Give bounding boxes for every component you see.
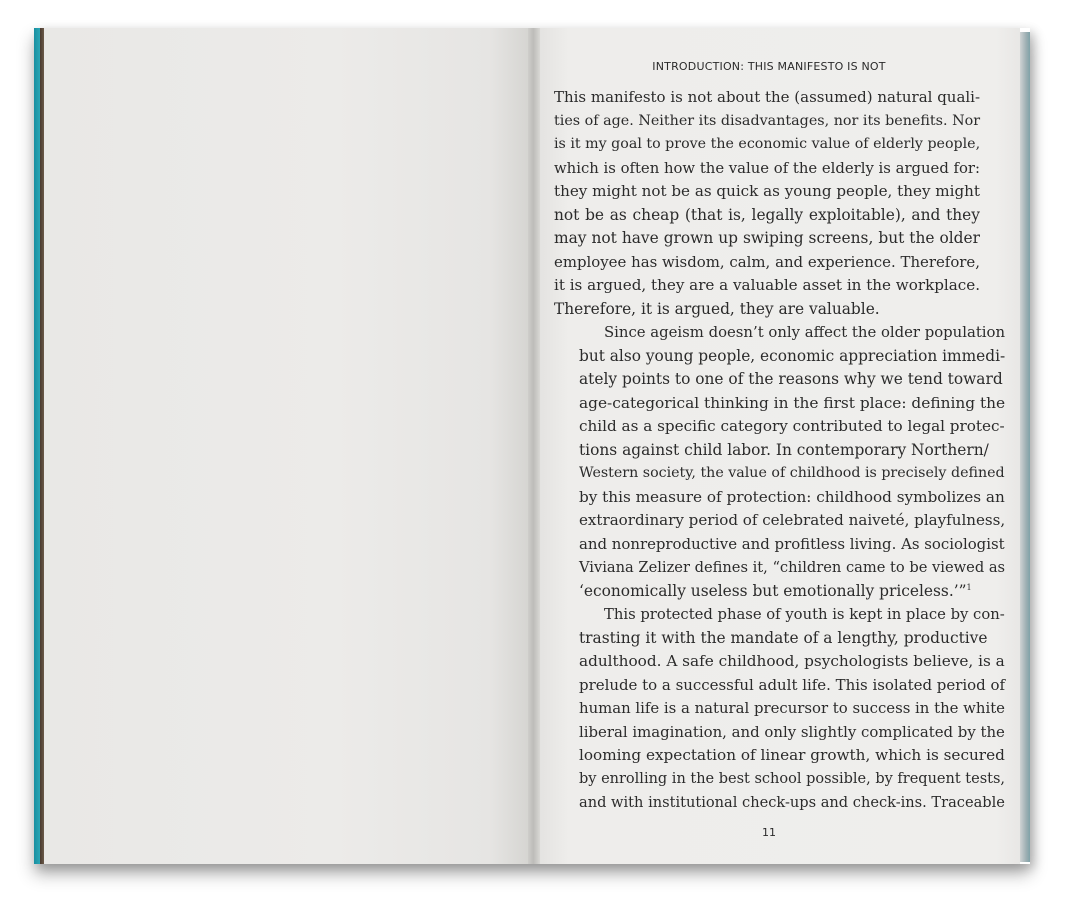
text-line: ately points to one of the reasons why we tend toward — [579, 370, 1003, 388]
text-line: which is often how the value of the elderly is argued for: — [554, 159, 980, 177]
text-line: This manifesto is not about the (assumed) natural quali- — [554, 88, 980, 106]
text-line: child as a specific category contributed to legal protec- — [579, 417, 1005, 435]
text-line: extraordinary period of celebrated naiveté, playfulness, — [579, 511, 1006, 529]
text-line: by this measure of protection: childhood symbolizes an — [579, 487, 1005, 506]
paragraph — [554, 603, 1006, 815]
text-line: This protected phase of youth is kept in place by con- — [604, 606, 1005, 623]
text-line: trasting it with the mandate of a lengthy, productive — [579, 628, 988, 647]
paragraph — [554, 321, 1006, 603]
text-line: Therefore, it is argued, they are valuable. — [554, 299, 880, 318]
text-line: employee has wisdom, calm, and experience. Therefore, — [554, 252, 980, 271]
running-head: INTRODUCTION: THIS MANIFESTO IS NOT — [652, 60, 886, 73]
text-line: liberal imagination, and only slightly complicated by the — [579, 722, 1005, 741]
text-line: may not have grown up swiping screens, but the older — [554, 229, 980, 247]
text-line: human life is a natural precursor to success in the white — [579, 699, 1005, 717]
text-line: it is argued, they are a valuable asset in the workplace. — [554, 276, 980, 294]
text-line: Since ageism doesn’t only affect the older population — [604, 323, 1006, 341]
text-line: looming expectation of linear growth, which is secured — [579, 746, 1005, 764]
text-line: Western society, the value of childhood is precisely defined — [579, 465, 1005, 481]
text-line: age-categorical thinking in the first place: defining the — [579, 393, 1006, 412]
left-page-blank — [44, 28, 528, 864]
text-line: they might not be as quick as young people, they might — [554, 182, 980, 200]
text-line-content: ‘economically useless but emotionally priceless.’” — [579, 581, 967, 600]
text-line: prelude to a successful adult life. This isolated period of — [579, 675, 1006, 694]
text-line: not be as cheap (that is, legally exploitable), and they — [554, 205, 980, 224]
paragraph — [554, 86, 980, 321]
text-line: ties of age. Neither its disadvantages, nor its benefits. Nor — [554, 112, 981, 129]
right-page — [540, 28, 1020, 864]
text-line: by enrolling in the best school possible, by frequent tests, — [579, 770, 1006, 787]
text-line: adulthood. A safe childhood, psychologists believe, is a — [579, 652, 1005, 670]
page-number: 11 — [762, 826, 776, 839]
body-text — [554, 86, 1006, 815]
text-line: but also young people, economic appreciation immedi- — [579, 346, 1006, 365]
open-book — [34, 28, 1030, 864]
text-line: Viviana Zelizer defines it, “children came to be viewed as — [579, 559, 1006, 576]
cover-edge-right — [1020, 32, 1030, 862]
text-line: tions against child labor. In contemporary Northern/ — [579, 440, 989, 459]
text-line: and nonreproductive and profitless living. As sociologist — [579, 534, 1005, 553]
text-line: and with institutional check-ups and check-ins. Traceable — [579, 794, 1005, 811]
text-line — [554, 580, 980, 604]
footnote-reference[interactable]: 1 — [966, 582, 972, 592]
book-gutter — [528, 28, 540, 864]
text-line: is it my goal to prove the economic value of elderly people, — [554, 136, 981, 152]
